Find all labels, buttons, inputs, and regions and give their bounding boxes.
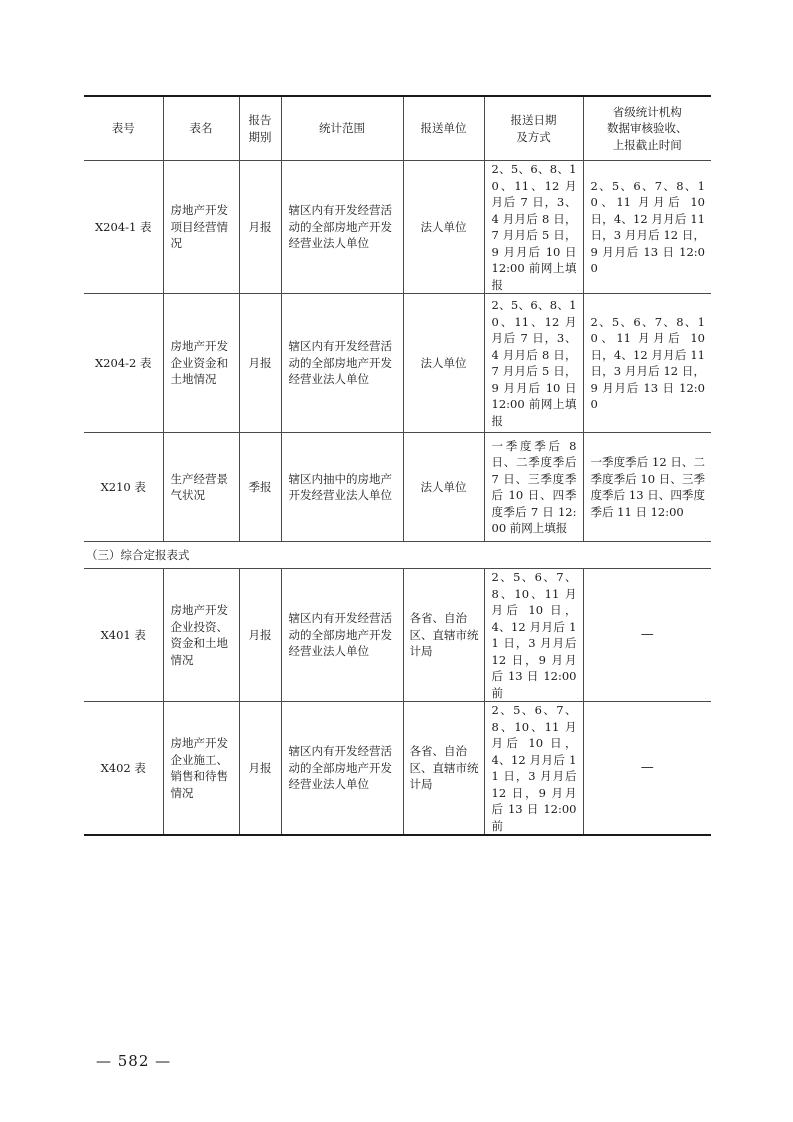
cell-scope: 辖区内有开发经营活动的全部房地产开发经营业法人单位 [281, 702, 403, 836]
report-schedule-table [84, 95, 711, 836]
cell-date: 2、5、6、7、8、10、11 月月后 10 日，4、12 月月后 11 日，3 月月后 12 日，9 月月后 13 日 12:00 前 [484, 569, 583, 702]
header-period: 报告 期别 [239, 96, 281, 161]
cell-review: 2、5、6、7、8、10、11 月月后 10 日，4、12 月月后 11 日，3 月月后 12 日，9 月月后 13 日 12:00 [583, 161, 711, 294]
table-row [84, 433, 711, 542]
header-unit: 报送单位 [403, 96, 484, 161]
page-number: — 582 — [96, 1052, 172, 1070]
cell-unit: 法人单位 [403, 294, 484, 433]
cell-code: X210 表 [84, 433, 163, 542]
cell-period: 月报 [239, 294, 281, 433]
cell-date: 2、5、6、8、10、11、12 月月后 7 日，3、4 月月后 8 日，7 月月后 5 日，9 月月后 10 日 12:00 前网上填报 [484, 161, 583, 294]
cell-unit: 各省、自治区、直辖市统计局 [403, 702, 484, 836]
table-row [84, 161, 711, 294]
cell-period: 月报 [239, 569, 281, 702]
cell-date: 一季度季后 8 日、二季度季后 7 日、三季度季后 10 日、四季度季后 7 日 12:00 前网上填报 [484, 433, 583, 542]
table-row [84, 569, 711, 702]
cell-code: X401 表 [84, 569, 163, 702]
cell-unit: 法人单位 [403, 433, 484, 542]
cell-date: 2、5、6、7、8、10、11 月月后 10 日，4、12 月月后 11 日，3 月月后 12 日，9 月月后 13 日 12:00 前 [484, 702, 583, 836]
cell-review: — [583, 702, 711, 836]
cell-review: 2、5、6、7、8、10、11 月月后 10 日，4、12 月月后 11 日，3 月月后 12 日，9 月月后 13 日 12:00 [583, 294, 711, 433]
cell-period: 季报 [239, 433, 281, 542]
section-title: （三）综合定报表式 [84, 542, 711, 569]
cell-name: 房地产开发企业资金和土地情况 [163, 294, 239, 433]
cell-unit: 各省、自治区、直辖市统计局 [403, 569, 484, 702]
cell-scope: 辖区内有开发经营活动的全部房地产开发经营业法人单位 [281, 161, 403, 294]
header-review: 省级统计机构 数据审核验收、 上报截止时间 [583, 96, 711, 161]
cell-name: 房地产开发企业投资、资金和土地情况 [163, 569, 239, 702]
cell-name: 房地产开发项目经营情况 [163, 161, 239, 294]
cell-name: 房地产开发企业施工、销售和待售情况 [163, 702, 239, 836]
schedule-table [84, 95, 711, 836]
header-row [84, 96, 711, 161]
cell-review: — [583, 569, 711, 702]
cell-date: 2、5、6、8、10、11、12 月月后 7 日，3、4 月月后 8 日，7 月月后 5 日，9 月月后 10 日 12:00 前网上填报 [484, 294, 583, 433]
cell-scope: 辖区内有开发经营活动的全部房地产开发经营业法人单位 [281, 294, 403, 433]
cell-period: 月报 [239, 161, 281, 294]
cell-code: X204-1 表 [84, 161, 163, 294]
cell-code: X402 表 [84, 702, 163, 836]
section-heading-row [84, 542, 711, 569]
table-row [84, 294, 711, 433]
cell-unit: 法人单位 [403, 161, 484, 294]
cell-code: X204-2 表 [84, 294, 163, 433]
header-name: 表名 [163, 96, 239, 161]
cell-name: 生产经营景气状况 [163, 433, 239, 542]
cell-period: 月报 [239, 702, 281, 836]
cell-review: 一季度季后 12 日、二季度季后 10 日、三季度季后 13 日、四季度季后 11 日 12:00 [583, 433, 711, 542]
cell-scope: 辖区内有开发经营活动的全部房地产开发经营业法人单位 [281, 569, 403, 702]
header-scope: 统计范围 [281, 96, 403, 161]
header-date: 报送日期 及方式 [484, 96, 583, 161]
header-code: 表号 [84, 96, 163, 161]
cell-scope: 辖区内抽中的房地产开发经营业法人单位 [281, 433, 403, 542]
table-row [84, 702, 711, 836]
